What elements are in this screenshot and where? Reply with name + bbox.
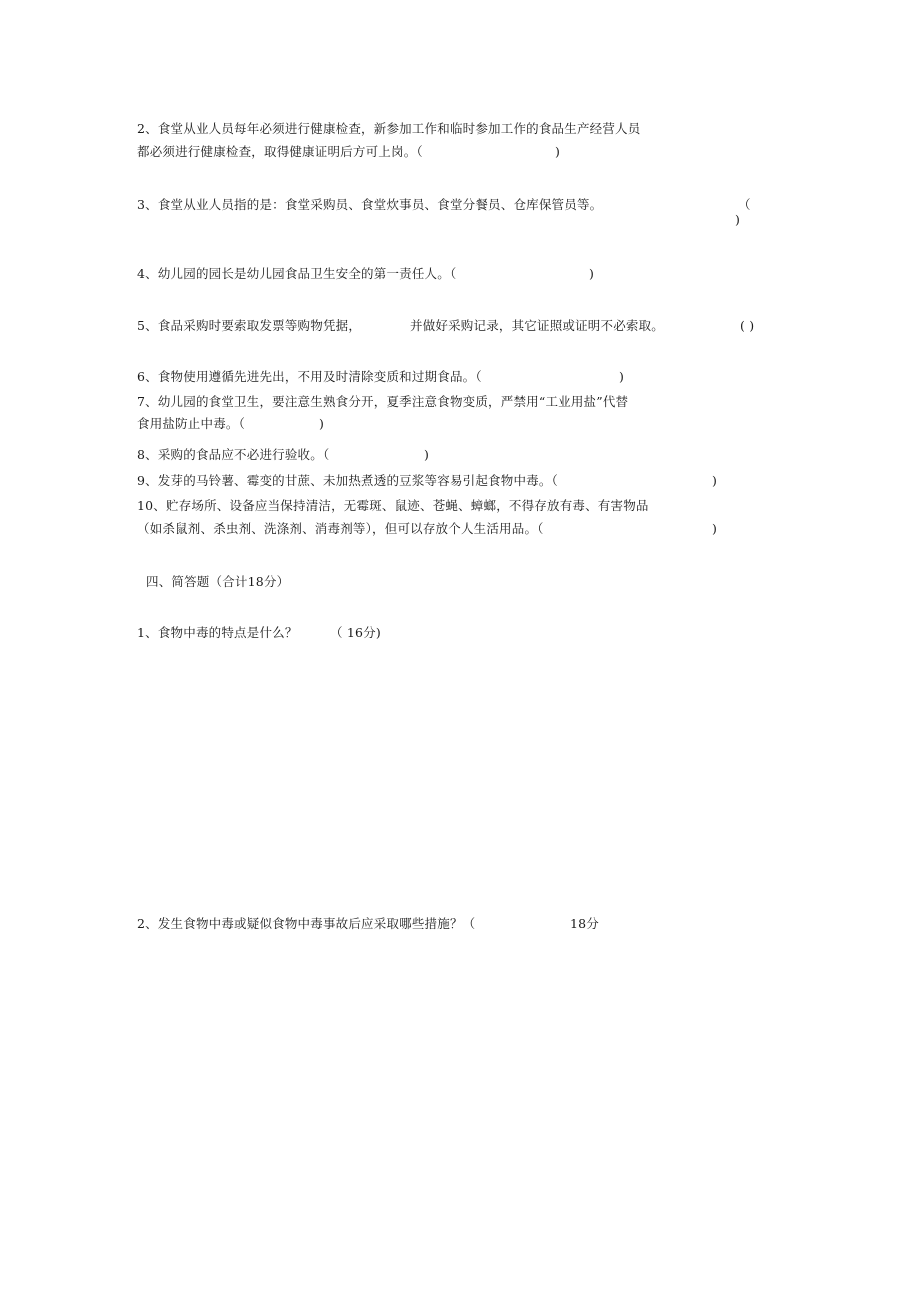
short-answer-q1: 1、食物中毒的特点是什么？: [137, 625, 298, 640]
q5-text-b: 并做好采购记录，其它证照或证明不必索取。: [410, 318, 665, 333]
q10-close-paren: ): [712, 521, 718, 536]
short-answer-q1-points: （ 16分): [330, 625, 381, 640]
q6-text: 6、食物使用遵循先进先出，不用及时清除变质和过期食品。（: [137, 369, 482, 384]
q2-line2: 都必须进行健康检查，取得健康证明后方可上岗。（: [137, 144, 423, 159]
q7-line1: 7、幼儿园的食堂卫生，要注意生熟食分开，夏季注意食物变质，严禁用“工业用盐”代替: [137, 394, 629, 409]
q5-paren: ( ): [740, 318, 755, 333]
q3-close-paren: ): [735, 212, 741, 227]
q10-line2: （如杀鼠剂、杀虫剂、洗涤剂、消毒剂等），但可以存放个人生活用品。（: [137, 521, 544, 536]
q7-close-paren: ): [319, 416, 325, 431]
q9-text: 9、发芽的马铃薯、霉变的甘蔗、未加热煮透的豆浆等容易引起食物中毒。（: [137, 473, 559, 488]
q3-text: 3、食堂从业人员指的是：食堂采购员、食堂炊事员、食堂分餐员、仓库保管员等。: [137, 197, 603, 212]
q9-close-paren: ): [712, 473, 718, 488]
q8-text: 8、采购的食品应不必进行验收。（: [137, 447, 330, 462]
section-heading: 四、简答题（合计18分）: [146, 574, 290, 589]
q10-line1: 10、贮存场所、设备应当保持清洁，无霉斑、鼠迹、苍蝇、蟑螂，不得存放有毒、有害物品: [137, 498, 649, 513]
q4-text: 4、幼儿园的园长是幼儿园食品卫生安全的第一责任人。（: [137, 266, 457, 281]
q2-line1: 2、食堂从业人员每年必须进行健康检查，新参加工作和临时参加工作的食品生产经营人员: [137, 121, 641, 136]
q2-close-paren: ): [555, 144, 561, 159]
q7-line2: 食用盐防止中毒。（: [137, 416, 246, 431]
q3-open-paren: （: [738, 197, 751, 212]
q8-close-paren: ): [424, 447, 430, 462]
q6-close-paren: ): [619, 369, 625, 384]
short-answer-q2: 2、发生食物中毒或疑似食物中毒事故后应采取哪些措施？（: [137, 916, 476, 931]
q5-text-a: 5、食品采购时要索取发票等购物凭据，: [137, 318, 362, 333]
short-answer-q2-points: 18分: [570, 916, 600, 931]
q4-close-paren: ): [589, 266, 595, 281]
